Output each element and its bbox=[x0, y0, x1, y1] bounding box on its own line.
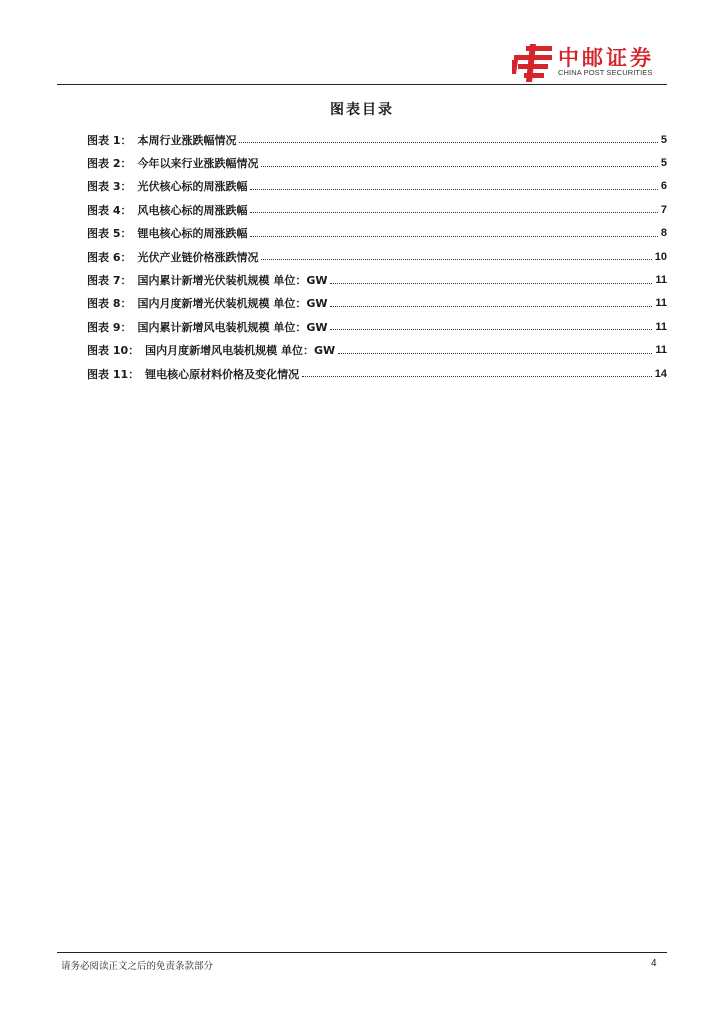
toc-entry-label: 图表 1： bbox=[87, 133, 132, 147]
toc-entry-text: 锂电核心标的周涨跌幅 bbox=[137, 227, 248, 241]
toc-entry-page: 11 bbox=[655, 344, 667, 357]
toc-entry-text: 风电核心标的周涨跌幅 bbox=[137, 203, 248, 217]
footer-disclaimer: 请务必阅读正文之后的免责条款部分 bbox=[61, 961, 214, 972]
toc-entry[interactable] bbox=[87, 292, 667, 315]
toc-entry-page: 5 bbox=[660, 133, 667, 146]
toc-entry[interactable] bbox=[87, 339, 667, 362]
toc-entry-page: 11 bbox=[655, 274, 667, 287]
toc-entry-text: 国内月度新增风电装机规模 单位：GW bbox=[145, 344, 336, 358]
toc-leader-dots bbox=[330, 283, 652, 284]
toc-entry-label: 图表 4： bbox=[87, 203, 132, 217]
toc-entry-page: 7 bbox=[660, 203, 667, 216]
logo-chinese-name: 中邮证券 bbox=[558, 46, 654, 70]
toc-entry-page: 14 bbox=[654, 367, 667, 380]
toc-entry-text: 光伏核心标的周涨跌幅 bbox=[137, 180, 248, 194]
toc-entry[interactable] bbox=[87, 198, 667, 221]
toc-leader-dots bbox=[250, 189, 657, 190]
toc-entry-text: 锂电核心原材料价格及变化情况 bbox=[145, 367, 300, 381]
toc-entry[interactable] bbox=[87, 268, 667, 291]
toc-entry-label: 图表 8： bbox=[87, 297, 132, 311]
toc-entry-label: 图表 2： bbox=[87, 157, 132, 171]
toc-entry[interactable] bbox=[87, 362, 667, 385]
toc-entry-label: 图表 9： bbox=[87, 320, 132, 334]
toc-entry-text: 本周行业涨跌幅情况 bbox=[137, 133, 237, 147]
toc-list bbox=[87, 128, 667, 385]
toc-entry[interactable] bbox=[87, 315, 667, 338]
toc-leader-dots bbox=[239, 142, 657, 143]
toc-entry-text: 国内累计新增风电装机规模 单位：GW bbox=[137, 320, 328, 334]
toc-entry[interactable] bbox=[87, 175, 667, 198]
toc-entry[interactable] bbox=[87, 151, 667, 174]
toc-entry-label: 图表 6： bbox=[87, 250, 132, 264]
toc-entry-text: 光伏产业链价格涨跌情况 bbox=[137, 250, 259, 264]
toc-leader-dots bbox=[302, 376, 652, 377]
toc-entry-page: 10 bbox=[654, 250, 667, 263]
footer-divider bbox=[57, 952, 667, 953]
footer-page-number: 4 bbox=[651, 958, 657, 969]
toc-entry-text: 国内月度新增光伏装机规模 单位：GW bbox=[137, 297, 328, 311]
toc-entry[interactable] bbox=[87, 222, 667, 245]
toc-entry[interactable] bbox=[87, 245, 667, 268]
toc-entry-label: 图表 3： bbox=[87, 180, 132, 194]
toc-entry-label: 图表 11： bbox=[87, 367, 140, 381]
toc-leader-dots bbox=[330, 306, 652, 307]
toc-leader-dots bbox=[250, 212, 657, 213]
china-post-securities-logo bbox=[512, 44, 672, 84]
page-header bbox=[0, 0, 724, 90]
toc-leader-dots bbox=[338, 353, 652, 354]
toc-entry-text: 今年以来行业涨跌幅情况 bbox=[137, 157, 259, 171]
toc-entry-page: 6 bbox=[660, 180, 667, 193]
toc-entry-page: 5 bbox=[660, 157, 667, 170]
toc-entry-text: 国内累计新增光伏装机规模 单位：GW bbox=[137, 274, 328, 288]
toc-title: 图表目录 bbox=[330, 102, 394, 118]
toc-entry-page: 11 bbox=[655, 297, 667, 310]
header-divider bbox=[57, 84, 667, 85]
toc-entry-label: 图表 10： bbox=[87, 344, 140, 358]
toc-entry-page: 11 bbox=[655, 320, 667, 333]
toc-entry-label: 图表 5： bbox=[87, 227, 132, 241]
toc-entry-page: 8 bbox=[660, 227, 667, 240]
toc-leader-dots bbox=[261, 166, 657, 167]
toc-leader-dots bbox=[250, 236, 657, 237]
toc-entry-label: 图表 7： bbox=[87, 274, 132, 288]
toc-entry[interactable] bbox=[87, 128, 667, 151]
logo-english-name: CHINA POST SECURITIES bbox=[558, 68, 653, 77]
toc-leader-dots bbox=[330, 329, 652, 330]
toc-leader-dots bbox=[261, 259, 651, 260]
china-post-logo-icon bbox=[512, 44, 554, 82]
